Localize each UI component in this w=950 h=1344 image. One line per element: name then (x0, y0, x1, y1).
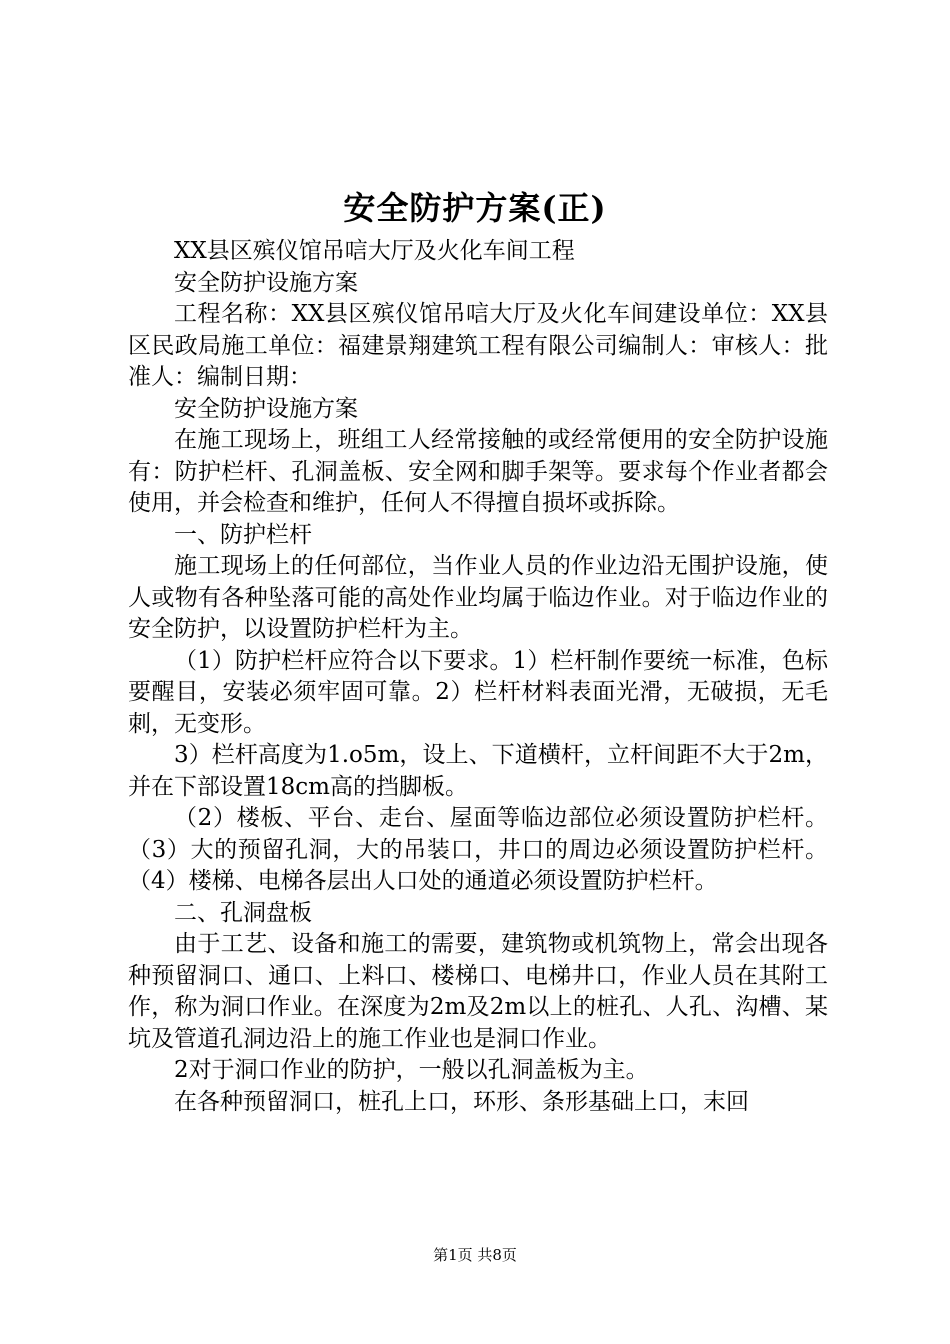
paragraph-section-heading: 安全防护设施方案 (174, 395, 358, 422)
paragraph-subtitle: 安全防护设施方案 (174, 269, 358, 296)
paragraph-hole-protection: 2对于洞口作业的防护，一般以孔洞盖板为主。 (174, 1057, 649, 1083)
paragraph-railings-req-3: （2）楼板、平台、走台、屋面等临边部位必须设置防护栏杆。（3）大的预留孔洞，大的吊装口，井口的周边必须设置防护栏杆。（4）楼梯、电梯各层出人口处的通道必须设置防护栏杆。 (128, 805, 828, 894)
paragraph-hole-continued: 在各种预留洞口，桩孔上口，环形、条形基础上口，末回 (174, 1088, 749, 1115)
paragraph-railings-req-1: （1）防护栏杆应符合以下要求。1）栏杆制作要统一标准，色标要醒目，安装必须牢固可靠。2）栏杆材料表面光滑，无破损，无毛刺，无变形。 (128, 647, 828, 737)
paragraph-heading-hole-covers: 二、孔洞盘板 (174, 899, 312, 926)
paragraph-railings-req-2: 3）栏杆高度为1.o5m，设上、下道横杆，立杆间距不大于2m，并在下部设置18cm高的挡脚板。 (128, 742, 828, 800)
paragraph-intro: 在施工现场上，班组工人经常接触的或经常便用的安全防护设施有：防护栏杆、孔洞盖板、安全网和脚手架等。要求每个作业者都会使用，并会检查和维护，任何人不得擅自损坏或拆除。 (128, 427, 828, 516)
paragraph-project-name: XX县区殡仪馆吊唁大厅及火化车间工程 (174, 238, 575, 264)
page-footer: 第1页 共8页 (433, 1246, 517, 1264)
document-body (128, 236, 828, 1118)
paragraph-project-info: 工程名称：XX县区殡仪馆吊唁大厅及火化车间建设单位：XX县区民政局施工单位：福建景翔建筑工程有限公司编制人：审核人：批准人：编制日期： (128, 301, 828, 390)
paragraph-railings-desc: 施工现场上的任何部位，当作业人员的作业边沿无围护设施，使人或物有各种坠落可能的高处作业均属于临边作业。对于临边作业的安全防护，以设置防护栏杆为主。 (128, 553, 828, 642)
document-title: 安全防护方案(正) (343, 189, 607, 227)
paragraph-heading-railings: 一、防护栏杆 (174, 521, 312, 548)
paragraph-hole-desc: 由于工艺、设备和施工的需要，建筑物或机筑物上，常会出现各种预留洞口、通口、上料口、楼梯口、电梯井口，作业人员在其附工作，称为洞口作业。在深度为2m及2m以上的桩孔、人孔、沟槽、某坑及管道孔洞边沿上的施工作业也是洞口作业。 (128, 931, 828, 1052)
